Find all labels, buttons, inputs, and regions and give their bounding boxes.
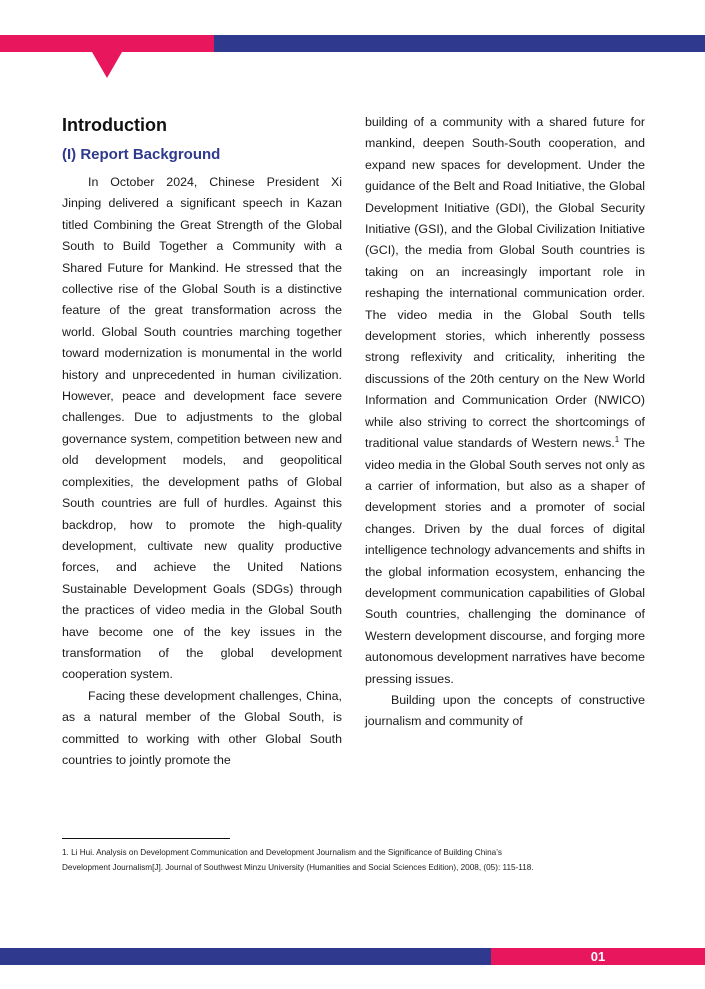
header-accent-bar-blue [214, 35, 705, 52]
right-column [365, 112, 645, 733]
footnote-divider [62, 838, 230, 839]
footnote [62, 845, 652, 875]
footnote-line-1: 1. Li Hui. Analysis on Development Communication and Development Journalism and the Significance of Building China’s [62, 848, 502, 857]
paragraph-left-1: In October 2024, Chinese President Xi Jinping delivered a significant speech in Kazan titled Combining the Great Strength of the Global South to Build Together a Community with a Shared Future for Mankind. He stressed that the collective rise of the Global South is a distinctive feature of the great transformation across the world. Global South countries marching together toward modernization is monumental in the world history and unprecedented in human civilization. However, peace and development face severe challenges. Due to adjustments to the global governance system, competition between new and old development models, and geopolitical complexities, the development paths of Global South countries are full of hurdles. Against this backdrop, how to promote the high-quality development, cultivate new quality productive forces, and achieve the United Nations Sustainable Development Goals (SDGs) through the practices of video media in the Global South have become one of the key issues in the transformation of the global development cooperation system. [62, 175, 342, 682]
header-accent-bar-pink [0, 35, 214, 52]
footnote-line-2: Development Journalism[J]. Journal of Southwest Minzu University (Humanities and Social Sciences Edition), 2008, (05): 115-118. [62, 863, 534, 872]
paragraph-right-1-text-a: building of a community with a shared future for mankind, deepen South-South cooperation, and expand new spaces for development. Under the guidance of the Belt and Road Initiative, the Global Development Initiative (GDI), the Global Security Initiative (GSI), and the Global Civilization Initiative (GCI), the media from Global South countries is taking on an increasingly important role in reshaping the international communication order. The video media in the Global South tells development stories, which inherently possess strong reflexivity and criticality, inheriting the discussions of the 20th century on the New World Information and Communication Order (NWICO) while also striving to correct the shortcomings of traditional value standards of Western news. [365, 115, 645, 451]
section-title: Introduction [62, 115, 167, 135]
paragraph-right-2: Building upon the concepts of constructive journalism and community of [365, 692, 645, 729]
subsection-title: (I) Report Background [62, 146, 221, 163]
footnote-reference: 1 [614, 434, 620, 444]
left-column [62, 112, 342, 771]
paragraph-right-1 [365, 112, 645, 690]
footer-accent-bar-blue [0, 948, 491, 965]
paragraph-left-2: Facing these development challenges, China, as a natural member of the Global South, is committed to working with other Global South countries to jointly promote the [62, 688, 342, 767]
paragraph-right-1-text-b: The video media in the Global South serves not only as a carrier of information, but also as a shaper of development stories and a promoter of social changes. Driven by the dual forces of digital intelligence technology advancements and shifts in the global information ecosystem, enhancing the development communication capabilities of Global South countries, challenging the dominance of Western development discourse, and forging more autonomous development narratives have become pressing issues. [365, 436, 645, 686]
header-triangle-marker [92, 52, 122, 78]
page-number: 01 [590, 949, 606, 964]
